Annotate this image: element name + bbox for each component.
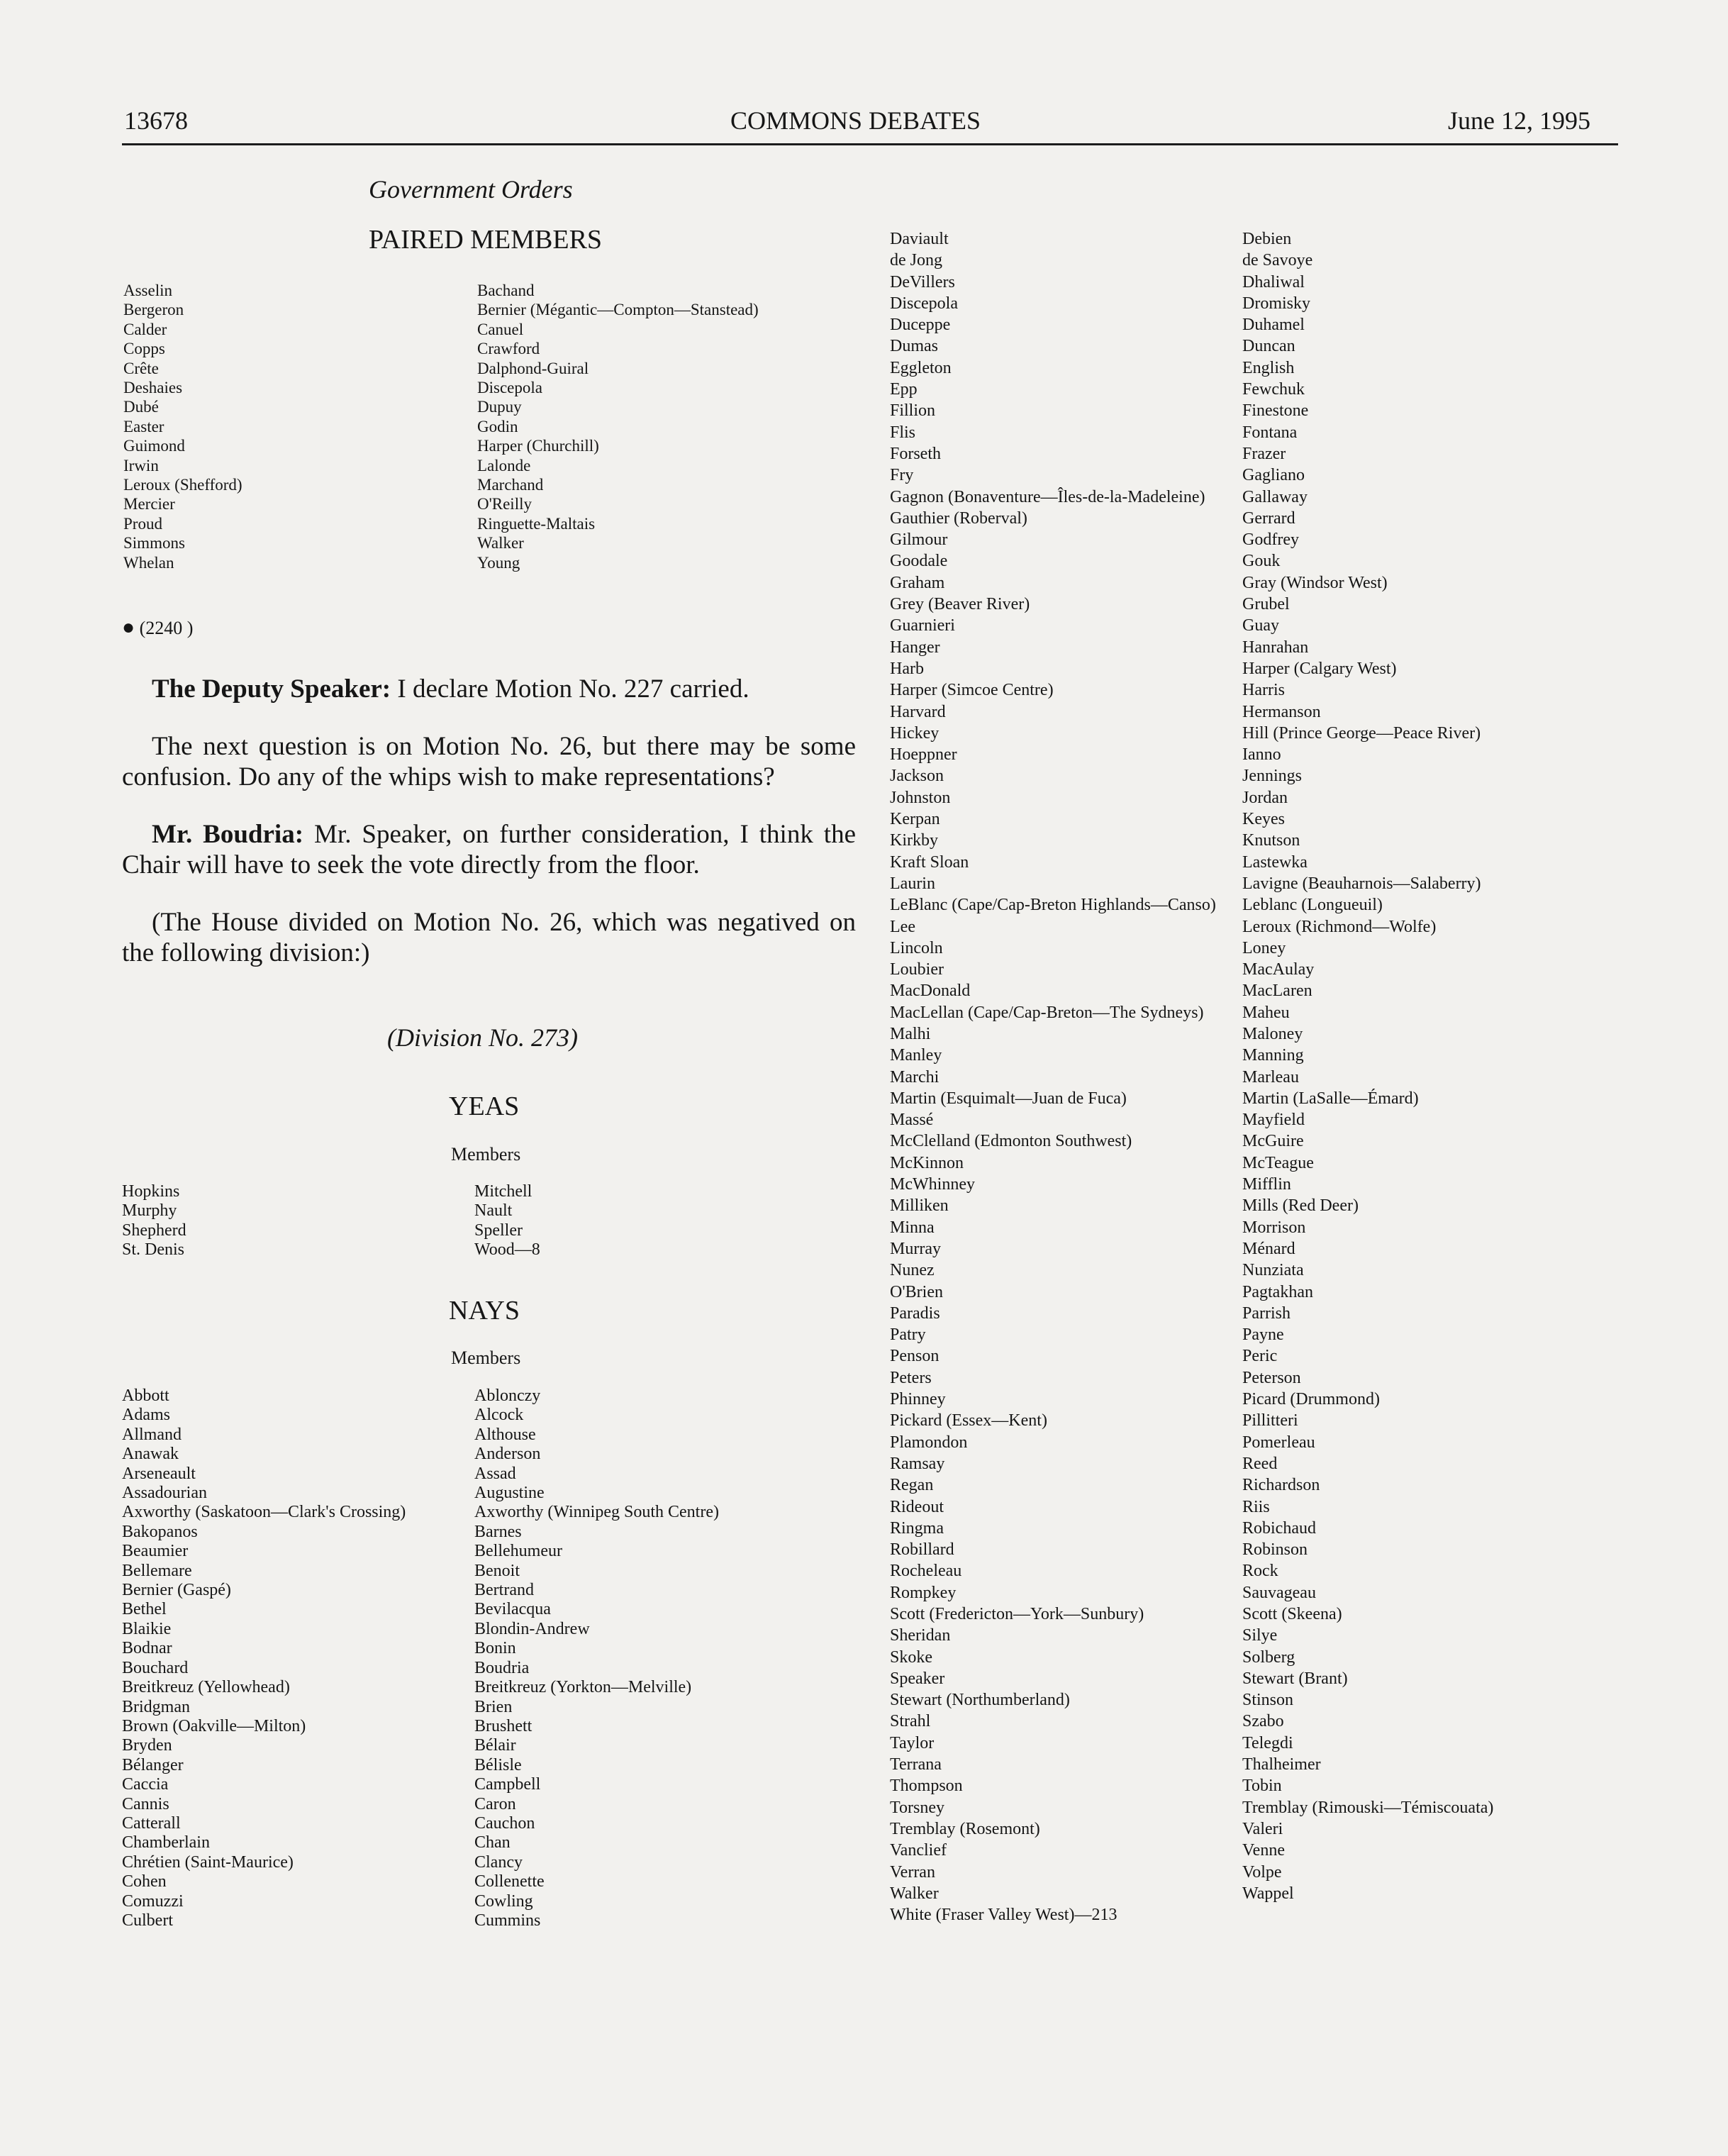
member-name: Rocheleau xyxy=(890,1562,962,1581)
member-name: Gilmour xyxy=(890,530,948,550)
member-name: Axworthy (Winnipeg South Centre) xyxy=(474,1503,719,1522)
member-name: Fontana xyxy=(1242,423,1298,442)
nays-col2 xyxy=(474,1387,719,1930)
member-name: Payne xyxy=(1242,1326,1284,1345)
member-name: MacAulay xyxy=(1242,960,1315,979)
member-name: Manley xyxy=(890,1046,942,1065)
member-name: Bélanger xyxy=(122,1755,184,1774)
member-name: Keyes xyxy=(1242,810,1285,829)
member-name: Sheridan xyxy=(890,1626,951,1645)
member-name: Rideout xyxy=(890,1497,944,1516)
member-name: Massé xyxy=(890,1111,934,1130)
member-name: Scott (Skeena) xyxy=(1242,1605,1342,1623)
member-name: Harb xyxy=(890,659,924,678)
member-name: Duceppe xyxy=(890,316,951,335)
paragraph-division-note: (The House divided on Motion No. 26, which was negatived on the following division:) xyxy=(122,908,856,967)
member-name: Ringma xyxy=(890,1518,944,1538)
member-name: Bethel xyxy=(122,1600,167,1619)
member-name: Strahl xyxy=(890,1712,931,1731)
member-name: Forseth xyxy=(890,444,941,463)
member-name: Richardson xyxy=(1242,1476,1320,1495)
member-name: White (Fraser Valley West)—213 xyxy=(890,1906,1117,1925)
member-name: Leroux (Shefford) xyxy=(123,476,243,494)
member-name: O'Reilly xyxy=(477,495,532,513)
member-name: Tobin xyxy=(1242,1777,1282,1796)
member-name: Pillitteri xyxy=(1242,1411,1298,1430)
member-name: Szabo xyxy=(1242,1712,1284,1731)
member-name: Jennings xyxy=(1242,767,1302,786)
member-name: Stewart (Brant) xyxy=(1242,1669,1348,1688)
member-name: Bélair xyxy=(474,1736,516,1755)
member-name: Gauthier (Roberval) xyxy=(890,509,1027,528)
member-name: Godfrey xyxy=(1242,530,1299,550)
member-name: Culbert xyxy=(122,1911,173,1930)
member-name: Kirkby xyxy=(890,831,938,850)
member-name: Bakopanos xyxy=(122,1522,198,1541)
member-name: Kerpan xyxy=(890,810,940,829)
member-name: Ramsay xyxy=(890,1454,945,1473)
member-name: Dromisky xyxy=(1242,294,1310,313)
member-name: Easter xyxy=(123,417,165,435)
member-name: Gerrard xyxy=(1242,509,1295,528)
member-name: Simmons xyxy=(123,534,185,552)
member-name: Blaikie xyxy=(122,1619,172,1638)
member-name: Proud xyxy=(123,514,162,533)
member-name: Boudria xyxy=(474,1658,530,1677)
member-name: Alcock xyxy=(474,1406,524,1425)
member-name: Comuzzi xyxy=(122,1891,184,1911)
member-name: Arseneault xyxy=(122,1464,196,1483)
member-name: Peterson xyxy=(1242,1368,1301,1387)
member-name: Speller xyxy=(474,1221,523,1240)
member-name: Cummins xyxy=(474,1911,541,1930)
member-name: Finestone xyxy=(1242,401,1309,421)
debate-text xyxy=(122,674,856,968)
member-name: Duhamel xyxy=(1242,316,1305,335)
member-name: Dhaliwal xyxy=(1242,272,1305,291)
member-name: Mitchell xyxy=(474,1182,533,1201)
member-name: Peric xyxy=(1242,1347,1278,1366)
speech-text: I declare Motion No. 227 carried. xyxy=(397,674,749,704)
member-name: Dupuy xyxy=(477,398,522,416)
member-name: Walker xyxy=(890,1884,939,1903)
member-name: Dumas xyxy=(890,337,938,356)
member-name: Marchand xyxy=(477,476,544,494)
member-name: Ablonczy xyxy=(474,1387,541,1405)
member-name: Maloney xyxy=(1242,1024,1303,1043)
member-name: Clancy xyxy=(474,1852,523,1872)
member-name: Lee xyxy=(890,917,915,936)
member-name: Discepola xyxy=(890,294,958,313)
member-name: Valeri xyxy=(1242,1819,1283,1838)
member-name: Caron xyxy=(474,1794,516,1813)
member-name: Barnes xyxy=(474,1522,522,1541)
member-name: Thompson xyxy=(890,1777,963,1796)
member-name: Pickard (Essex—Kent) xyxy=(890,1411,1047,1430)
member-name: Pagtakhan xyxy=(1242,1282,1313,1301)
member-name: Leroux (Richmond—Wolfe) xyxy=(1242,917,1437,936)
member-name: Malhi xyxy=(890,1024,931,1043)
member-name: Fry xyxy=(890,466,914,485)
member-name: Discepola xyxy=(477,379,542,397)
member-name: Breitkreuz (Yorkton—Melville) xyxy=(474,1678,692,1697)
member-name: Ianno xyxy=(1242,745,1281,765)
member-name: Gagnon (Bonaventure—Îles-de-la-Madeleine) xyxy=(890,487,1205,506)
member-name: Frazer xyxy=(1242,444,1286,463)
member-name: Picard (Drummond) xyxy=(1242,1390,1380,1409)
member-name: Walker xyxy=(477,534,524,552)
member-name: Bachand xyxy=(477,282,535,299)
member-name: Jordan xyxy=(1242,788,1288,807)
member-name: Cohen xyxy=(122,1872,167,1891)
member-name: MacDonald xyxy=(890,982,971,1001)
member-name: Asselin xyxy=(123,282,172,299)
yeas-heading: YEAS xyxy=(449,1091,520,1121)
member-name: Maheu xyxy=(1242,1003,1290,1022)
page-number: 13678 xyxy=(124,106,188,135)
nays-heading: NAYS xyxy=(449,1296,520,1326)
time-marker xyxy=(122,616,193,640)
member-name: Minna xyxy=(890,1218,935,1237)
member-name: Robillard xyxy=(890,1540,954,1560)
publication-date: June 12, 1995 xyxy=(1448,106,1590,135)
member-name: Chan xyxy=(474,1833,511,1852)
member-name: Loney xyxy=(1242,938,1286,957)
member-name: McKinnon xyxy=(890,1153,964,1172)
member-name: MacLaren xyxy=(1242,982,1312,1001)
member-name: Tremblay (Rosemont) xyxy=(890,1819,1040,1838)
time-marker-text: (2240 ) xyxy=(139,618,194,638)
member-name: Canuel xyxy=(477,320,524,338)
member-name: Assad xyxy=(474,1464,516,1483)
yeas-members-label: Members xyxy=(451,1144,521,1165)
member-name: Lincoln xyxy=(890,938,943,957)
member-name: Grubel xyxy=(1242,595,1290,614)
member-name: Mayfield xyxy=(1242,1111,1305,1130)
member-name: Mills (Red Deer) xyxy=(1242,1196,1359,1216)
member-name: McWhinney xyxy=(890,1175,975,1194)
member-name: Lalonde xyxy=(477,456,531,474)
member-name: English xyxy=(1242,358,1295,377)
member-name: Parrish xyxy=(1242,1304,1291,1323)
member-name: Bridgman xyxy=(122,1697,190,1716)
member-name: Gagliano xyxy=(1242,466,1305,485)
member-name: Whelan xyxy=(123,553,174,572)
speech-text: Mr. Speaker, on further consideration, I think the Chair will have to seek the vote directly from the floor. xyxy=(122,820,856,879)
member-name: Reed xyxy=(1242,1454,1278,1473)
member-name: Flis xyxy=(890,423,916,442)
member-name: Nunziata xyxy=(1242,1261,1304,1280)
publication-title: COMMONS DEBATES xyxy=(730,106,981,135)
member-name: Ringuette-Maltais xyxy=(477,514,596,533)
speaker-name: The Deputy Speaker: xyxy=(152,674,391,704)
member-name: Nault xyxy=(474,1201,513,1221)
member-name: Axworthy (Saskatoon—Clark's Crossing) xyxy=(122,1503,406,1522)
member-name: Marleau xyxy=(1242,1067,1299,1087)
member-name: Brushett xyxy=(474,1716,533,1735)
member-name: Mifflin xyxy=(1242,1175,1291,1194)
member-name: Hill (Prince George—Peace River) xyxy=(1242,723,1481,743)
member-name: Blondin-Andrew xyxy=(474,1619,590,1638)
member-name: Gallaway xyxy=(1242,487,1308,506)
member-name: Regan xyxy=(890,1476,934,1495)
member-name: Harvard xyxy=(890,702,946,721)
member-name: Wood—8 xyxy=(474,1240,540,1260)
member-name: Robichaud xyxy=(1242,1518,1316,1538)
member-name: Guay xyxy=(1242,616,1279,635)
member-name: Taylor xyxy=(890,1733,935,1752)
member-name: Bernier (Mégantic—Compton—Stanstead) xyxy=(477,301,759,319)
member-name: Shepherd xyxy=(122,1221,186,1240)
member-name: Bertrand xyxy=(474,1581,534,1600)
member-name: Assadourian xyxy=(122,1484,207,1503)
member-name: Hanger xyxy=(890,638,940,657)
nays-members-label: Members xyxy=(451,1348,521,1368)
member-name: Kraft Sloan xyxy=(890,852,969,872)
member-name: O'Brien xyxy=(890,1282,943,1301)
member-name: Cauchon xyxy=(474,1813,535,1833)
paragraph-boudria xyxy=(122,819,856,880)
paired-members-heading: PAIRED MEMBERS xyxy=(369,225,603,255)
member-name: Daviault xyxy=(890,230,949,248)
member-name: Dubé xyxy=(123,398,159,416)
member-name: Anderson xyxy=(474,1445,541,1464)
member-name: Stewart (Northumberland) xyxy=(890,1691,1070,1710)
member-name: Rompkey xyxy=(890,1583,957,1602)
member-name: Paradis xyxy=(890,1304,940,1323)
member-name: Riis xyxy=(1242,1497,1270,1516)
member-name: Chamberlain xyxy=(122,1833,210,1852)
member-name: Thalheimer xyxy=(1242,1755,1321,1774)
member-name: Peters xyxy=(890,1368,932,1387)
member-name: McClelland (Edmonton Southwest) xyxy=(890,1132,1132,1151)
member-name: Althouse xyxy=(474,1425,536,1444)
member-name: Deshaies xyxy=(123,379,183,397)
member-name: Scott (Fredericton—York—Sunbury) xyxy=(890,1605,1144,1623)
member-name: Penson xyxy=(890,1347,940,1366)
member-name: Harper (Churchill) xyxy=(477,437,599,455)
member-name: Grey (Beaver River) xyxy=(890,595,1030,614)
member-name: Laurin xyxy=(890,874,935,893)
paragraph-next-question: The next question is on Motion No. 26, but there may be some confusion. Do any of the whips wish to make representations? xyxy=(122,732,856,791)
member-name: Milliken xyxy=(890,1196,949,1216)
member-name: Martin (LaSalle—Émard) xyxy=(1242,1089,1419,1108)
member-name: McGuire xyxy=(1242,1132,1304,1151)
nays-col4 xyxy=(1242,228,1493,1904)
member-name: Campbell xyxy=(474,1775,541,1794)
member-name: Patry xyxy=(890,1326,926,1345)
member-name: Bevilacqua xyxy=(474,1600,551,1619)
member-name: Bélisle xyxy=(474,1755,522,1774)
member-name: Chrétien (Saint-Maurice) xyxy=(122,1852,294,1872)
header-rule xyxy=(122,143,1618,145)
member-name: Cannis xyxy=(122,1794,169,1813)
member-name: Irwin xyxy=(123,456,159,474)
member-name: Godin xyxy=(477,417,518,435)
member-name: Duncan xyxy=(1242,337,1295,356)
member-name: Silye xyxy=(1242,1626,1278,1645)
member-name: Hoeppner xyxy=(890,745,957,765)
member-name: Crête xyxy=(123,359,159,377)
member-name: Young xyxy=(477,553,520,572)
member-name: DeVillers xyxy=(890,272,955,291)
member-name: Cowling xyxy=(474,1891,533,1911)
member-name: Ménard xyxy=(1242,1239,1295,1258)
bullet-icon: ● xyxy=(122,616,135,639)
member-name: Brown (Oakville—Milton) xyxy=(122,1716,306,1735)
member-name: Collenette xyxy=(474,1872,545,1891)
member-name: Bernier (Gaspé) xyxy=(122,1581,231,1600)
member-name: Fewchuk xyxy=(1242,380,1305,399)
member-name: Fillion xyxy=(890,401,936,421)
division-number: (Division No. 273) xyxy=(387,1023,578,1052)
member-name: Murray xyxy=(890,1239,941,1258)
member-name: Manning xyxy=(1242,1046,1304,1065)
member-name: Harper (Calgary West) xyxy=(1242,659,1397,678)
member-name: Benoit xyxy=(474,1561,520,1580)
paired-members-col2 xyxy=(477,281,759,572)
member-name: Bodnar xyxy=(122,1639,172,1658)
member-name: Hanrahan xyxy=(1242,638,1309,657)
member-name: Loubier xyxy=(890,960,944,979)
member-name: Wappel xyxy=(1242,1884,1294,1903)
member-name: Jackson xyxy=(890,767,944,786)
member-name: Eggleton xyxy=(890,358,952,377)
member-name: St. Denis xyxy=(122,1240,185,1260)
member-name: Lavigne (Beauharnois—Salaberry) xyxy=(1242,874,1481,893)
member-name: Epp xyxy=(890,380,918,399)
member-name: Guimond xyxy=(123,437,185,455)
member-name: Crawford xyxy=(477,340,540,358)
member-name: Goodale xyxy=(890,552,948,571)
member-name: Phinney xyxy=(890,1390,946,1409)
member-name: de Jong xyxy=(890,251,942,270)
member-name: Breitkreuz (Yellowhead) xyxy=(122,1678,290,1697)
member-name: Copps xyxy=(123,340,165,358)
yeas-col1 xyxy=(122,1182,186,1260)
member-name: Beaumier xyxy=(122,1542,189,1561)
member-name: Hopkins xyxy=(122,1182,180,1201)
member-name: Allmand xyxy=(122,1425,182,1444)
member-name: Dalphond-Guiral xyxy=(477,359,589,377)
member-name: Abbott xyxy=(122,1387,169,1405)
member-name: Terrana xyxy=(890,1755,942,1774)
member-name: Martin (Esquimalt—Juan de Fuca) xyxy=(890,1089,1127,1108)
member-name: Adams xyxy=(122,1406,170,1425)
member-name: Calder xyxy=(123,320,167,338)
member-name: Marchi xyxy=(890,1067,940,1087)
member-name: Caccia xyxy=(122,1775,169,1794)
member-name: Venne xyxy=(1242,1841,1285,1860)
member-name: Vanclief xyxy=(890,1841,947,1860)
yeas-col2 xyxy=(474,1182,540,1260)
member-name: Harris xyxy=(1242,681,1285,700)
member-name: Augustine xyxy=(474,1484,545,1503)
member-name: Brien xyxy=(474,1697,513,1716)
member-name: Verran xyxy=(890,1862,935,1882)
member-name: Hickey xyxy=(890,723,940,743)
member-name: Knutson xyxy=(1242,831,1300,850)
paragraph-deputy-speaker xyxy=(122,674,856,704)
member-name: MacLellan (Cape/Cap-Breton—The Sydneys) xyxy=(890,1003,1204,1022)
member-name: Bouchard xyxy=(122,1658,189,1677)
nays-col1 xyxy=(122,1387,406,1930)
member-name: Torsney xyxy=(890,1798,944,1817)
member-name: Murphy xyxy=(122,1201,177,1221)
member-name: Bryden xyxy=(122,1736,172,1755)
member-name: Volpe xyxy=(1242,1862,1282,1882)
speaker-name: Mr. Boudria: xyxy=(152,820,304,849)
member-name: Solberg xyxy=(1242,1647,1295,1667)
member-name: Tremblay (Rimouski—Témiscouata) xyxy=(1242,1798,1494,1817)
member-name: Gouk xyxy=(1242,552,1281,571)
member-name: Leblanc (Longueuil) xyxy=(1242,896,1383,915)
member-name: Anawak xyxy=(122,1445,179,1464)
member-name: McTeague xyxy=(1242,1153,1314,1172)
section-title: Government Orders xyxy=(369,175,573,204)
member-name: Speaker xyxy=(890,1669,945,1688)
member-name: Sauvageau xyxy=(1242,1583,1316,1602)
member-name: Bergeron xyxy=(123,301,184,319)
member-name: Robinson xyxy=(1242,1540,1308,1560)
member-name: Johnston xyxy=(890,788,951,807)
member-name: Bellehumeur xyxy=(474,1542,562,1561)
member-name: Pomerleau xyxy=(1242,1433,1315,1452)
member-name: Bonin xyxy=(474,1639,516,1658)
member-name: Harper (Simcoe Centre) xyxy=(890,681,1054,700)
member-name: Stinson xyxy=(1242,1691,1294,1710)
member-name: Hermanson xyxy=(1242,702,1321,721)
member-name: Morrison xyxy=(1242,1218,1306,1237)
member-name: Debien xyxy=(1242,230,1292,248)
member-name: Catterall xyxy=(122,1813,181,1833)
member-name: Mercier xyxy=(123,495,175,513)
member-name: Guarnieri xyxy=(890,616,955,635)
member-name: Plamondon xyxy=(890,1433,968,1452)
nays-col3 xyxy=(890,228,1216,1926)
member-name: Bellemare xyxy=(122,1561,192,1580)
paired-members-col1 xyxy=(123,281,243,572)
member-name: Nunez xyxy=(890,1261,935,1280)
member-name: Lastewka xyxy=(1242,852,1308,872)
member-name: Gray (Windsor West) xyxy=(1242,573,1388,592)
member-name: Graham xyxy=(890,573,945,592)
member-name: de Savoye xyxy=(1242,251,1313,270)
member-name: Telegdi xyxy=(1242,1733,1293,1752)
member-name: LeBlanc (Cape/Cap-Breton Highlands—Canso) xyxy=(890,896,1216,915)
member-name: Skoke xyxy=(890,1647,932,1667)
member-name: Rock xyxy=(1242,1562,1278,1581)
